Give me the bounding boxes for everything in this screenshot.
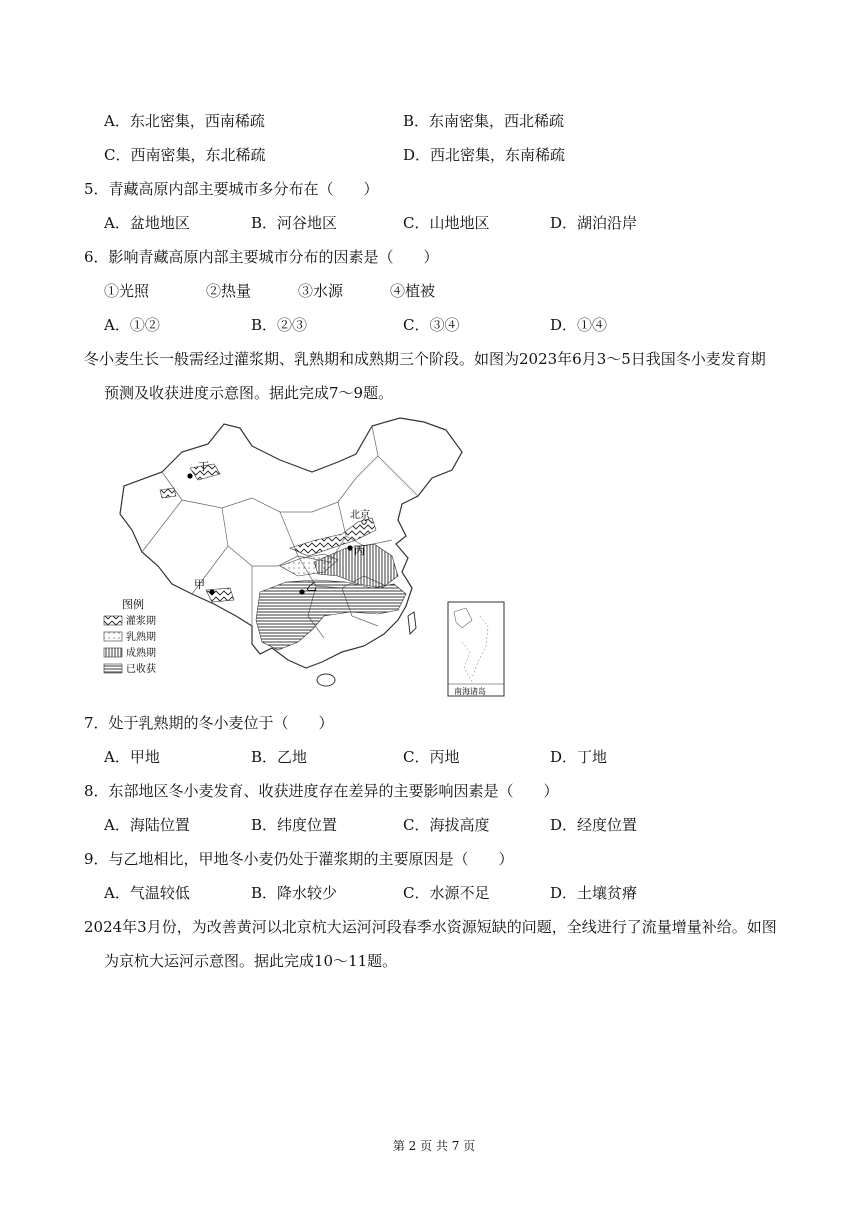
- q5-option-c: C．山地地区: [403, 214, 490, 232]
- china-map-svg: [102, 416, 512, 700]
- legend-swatch-maturity: [104, 648, 122, 657]
- q4-option-b: B．东南密集，西北稀疏: [403, 112, 565, 130]
- legend-swatch-milk: [104, 632, 122, 641]
- q6-stem: 6．影响青藏高原内部主要城市分布的因素是（ ）: [84, 248, 439, 266]
- map-legend: [104, 597, 156, 675]
- legend-title: 图例: [122, 598, 144, 611]
- inset-label: 南海诸岛: [454, 687, 486, 696]
- label-jia: 甲: [194, 578, 205, 591]
- q8-option-c: C．海拔高度: [403, 816, 490, 834]
- q6-option-c: C．③④: [403, 316, 460, 334]
- q4-option-c: C．西南密集，东北稀疏: [104, 146, 266, 164]
- legend-label-milk: 乳熟期: [126, 632, 156, 643]
- q6-item-2: ②热量: [206, 282, 252, 300]
- taiwan-island: [408, 612, 416, 634]
- q6-item-4: ④植被: [390, 282, 436, 300]
- point-ding: [187, 473, 192, 478]
- point-bing: [347, 545, 352, 550]
- q7-option-a: A．甲地: [104, 748, 160, 766]
- legend-label-filling: 灌浆期: [126, 616, 156, 627]
- q7-stem: 7．处于乳熟期的冬小麦位于（ ）: [84, 714, 334, 732]
- q8-option-d: D．经度位置: [550, 816, 638, 834]
- q7-option-b: B．乙地: [251, 748, 308, 766]
- legend-swatch-filling: [104, 616, 122, 625]
- label-beijing: 北京: [350, 510, 370, 521]
- q5-option-b: B．河谷地区: [251, 214, 338, 232]
- intro-7-9-line1: 冬小麦生长一般需经过灌浆期、乳熟期和成熟期三个阶段。如图为2023年6月3～5日我国冬小麦发育期: [84, 350, 766, 368]
- region-jia-filling: [206, 588, 234, 602]
- q4-option-d: D．西北密集，东南稀疏: [403, 146, 566, 164]
- q7-option-c: C．丙地: [403, 748, 460, 766]
- q8-option-a: A．海陆位置: [104, 816, 190, 834]
- region-ding-small: [160, 488, 176, 498]
- q7-option-d: D．丁地: [550, 748, 608, 766]
- q6-item-1: ①光照: [104, 282, 150, 300]
- label-yi: 乙: [306, 580, 317, 593]
- q9-option-c: C．水源不足: [403, 884, 490, 902]
- intro-10-11-line2: 为京杭大运河示意图。据此完成10～11题。: [104, 952, 398, 970]
- q6-option-d: D．①④: [550, 316, 608, 334]
- q6-option-a: A．①②: [104, 316, 160, 334]
- q6-item-3: ③水源: [298, 282, 344, 300]
- south-china-sea-inset: [448, 602, 504, 696]
- legend-label-maturity: 成熟期: [126, 648, 156, 659]
- q4-option-a: A．东北密集，西南稀疏: [104, 112, 265, 130]
- page-number-footer: 第 2 页 共 7 页: [392, 1139, 476, 1153]
- label-bing: 丙: [354, 544, 365, 557]
- legend-swatch-harvested: [104, 664, 122, 673]
- q5-option-a: A．盆地地区: [104, 214, 190, 232]
- hainan-island: [317, 674, 335, 686]
- q5-option-d: D．湖泊沿岸: [550, 214, 638, 232]
- intro-7-9-line2: 预测及收获进度示意图。据此完成7～9题。: [104, 384, 394, 402]
- region-harvested: [256, 580, 406, 650]
- point-jia: [209, 589, 214, 594]
- label-ding: 丁: [198, 460, 209, 473]
- intro-10-11-line1: 2024年3月份，为改善黄河以北京杭大运河河段春季水资源短缺的问题，全线进行了流量增量补给。如图: [84, 918, 777, 936]
- q9-option-b: B．降水较少: [251, 884, 338, 902]
- legend-label-harvested: 已收获: [126, 664, 156, 675]
- q6-option-b: B．②③: [251, 316, 308, 334]
- q5-stem: 5．青藏高原内部主要城市多分布在（ ）: [84, 180, 379, 198]
- wheat-phenology-map: [102, 416, 512, 700]
- q9-option-a: A．气温较低: [104, 884, 190, 902]
- point-yi: [299, 589, 304, 594]
- q9-stem: 9．与乙地相比，甲地冬小麦仍处于灌浆期的主要原因是（ ）: [84, 850, 514, 868]
- q8-option-b: B．纬度位置: [251, 816, 338, 834]
- q9-option-d: D．土壤贫瘠: [550, 884, 638, 902]
- q8-stem: 8．东部地区冬小麦发育、收获进度存在差异的主要影响因素是（ ）: [84, 782, 559, 800]
